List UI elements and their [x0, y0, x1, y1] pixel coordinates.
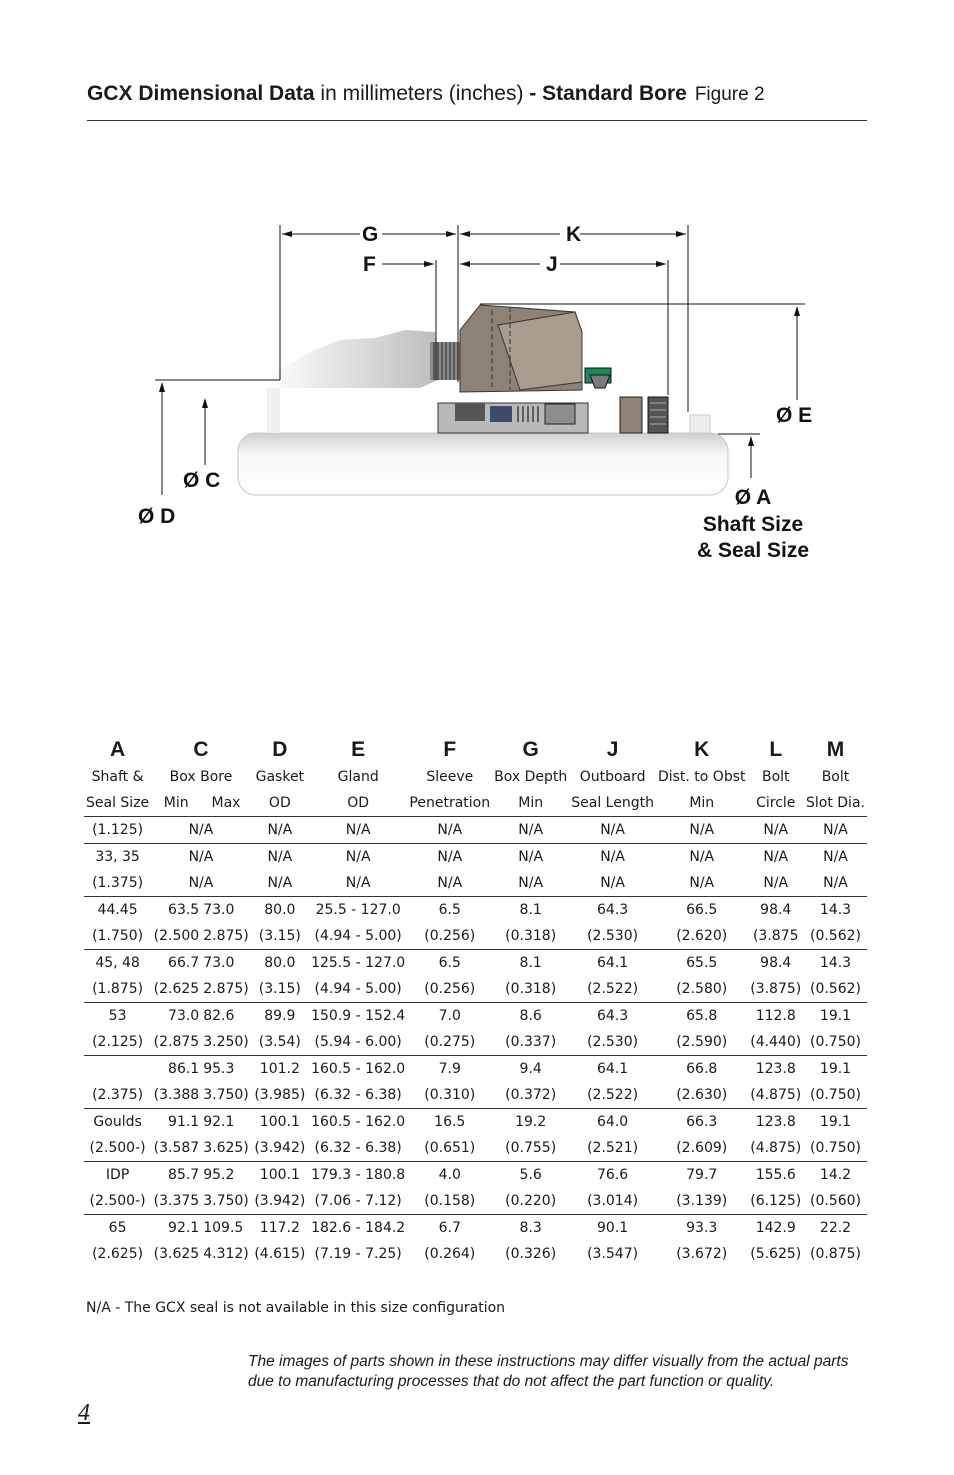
col-header: Box Bore [169, 769, 233, 785]
table-cell: 65 [84, 1214, 151, 1241]
table-cell: N/A [823, 874, 848, 891]
table-cell: (2.625) [92, 1245, 144, 1262]
table-cell: 8.1 [492, 949, 569, 976]
col-header: Min [492, 790, 569, 817]
table-cell: 90.1 [569, 1214, 656, 1241]
table-cell: (6.32 - 6.38) [314, 1139, 402, 1156]
table-cell: (3.672) [676, 1245, 728, 1262]
col-header: Outboard [579, 769, 646, 785]
table-cell: N/A [188, 874, 214, 891]
table-cell: N/A [804, 817, 867, 844]
col-header: Min [656, 790, 748, 817]
table-cell: 86.1 [151, 1055, 201, 1082]
table-cell: (0.318) [505, 980, 557, 997]
table-cell: 64.1 [569, 1055, 656, 1082]
table-cell: (6.125) [750, 1192, 802, 1209]
col-letter: E [351, 738, 366, 761]
table-cell: 3.250) [203, 1033, 249, 1050]
table-cell: 109.5 [201, 1214, 251, 1241]
column-header-row-1 [84, 764, 867, 790]
table-row [84, 1161, 867, 1188]
col-header: Min [151, 790, 201, 817]
table-cell: (3.014) [587, 1192, 639, 1209]
table-cell: (0.158) [424, 1192, 476, 1209]
table-cell: 93.3 [656, 1214, 748, 1241]
table-cell: 4.312) [203, 1245, 249, 1262]
outboard-plate [620, 397, 642, 433]
label-k: K [566, 223, 582, 246]
table-cell: N/A [656, 817, 748, 844]
table-cell: 3.750) [203, 1086, 249, 1103]
table-cell: (0.562) [809, 980, 861, 997]
table-cell: N/A [804, 843, 867, 870]
table-cell: (4.615) [254, 1245, 306, 1262]
col-header: Shaft & [91, 769, 144, 785]
table-cell: 76.6 [569, 1161, 656, 1188]
table-cell: (0.562) [809, 927, 861, 944]
col-header: Gland [337, 769, 379, 785]
table-cell: N/A [492, 817, 569, 844]
table-cell: 7.9 [407, 1055, 492, 1082]
table-cell: (2.609) [676, 1139, 728, 1156]
label-f: F [363, 253, 376, 276]
table-cell: (0.264) [424, 1245, 476, 1262]
table-cell: 95.2 [201, 1161, 251, 1188]
table-cell: 6.5 [407, 896, 492, 923]
col-letter: M [826, 738, 845, 761]
table-cell: (3.587 [153, 1139, 200, 1156]
table-cell: (4.875) [750, 1139, 802, 1156]
table-cell: 80.0 [251, 949, 309, 976]
col-header: Gasket [255, 769, 305, 785]
dimensional-data-table [84, 736, 867, 1267]
table-cell: (2.500-) [89, 1192, 146, 1209]
page-title [87, 82, 765, 106]
table-cell: (2.500-) [89, 1139, 146, 1156]
table-cell: 19.1 [804, 1055, 867, 1082]
table-cell: 91.1 [151, 1108, 201, 1135]
table-cell: (0.220) [505, 1192, 557, 1209]
table-cell: (0.310) [424, 1086, 476, 1103]
table-cell: 53 [84, 1002, 151, 1029]
table-cell: 25.5 - 127.0 [309, 896, 408, 923]
table-cell: (5.94 - 6.00) [314, 1033, 402, 1050]
column-header-row-2 [84, 790, 867, 817]
table-cell: 89.9 [251, 1002, 309, 1029]
label-d: Ø D [138, 505, 176, 528]
table-row [84, 817, 867, 844]
table-cell: 63.5 [151, 896, 201, 923]
col-header: OD [251, 790, 309, 817]
table-cell: (3.625 [153, 1245, 200, 1262]
table-cell: 14.3 [804, 949, 867, 976]
table-cell: (3.375 [153, 1192, 200, 1209]
table-cell: (2.500 [153, 927, 200, 944]
title-bold: GCX Dimensional Data [87, 82, 315, 105]
table-cell: 123.8 [748, 1055, 804, 1082]
title-bold-2: - Standard Bore [529, 82, 687, 105]
bolt-head [648, 397, 668, 433]
col-header: Sleeve [426, 769, 474, 785]
table-cell: (0.318) [505, 927, 557, 944]
table-cell: N/A [151, 817, 251, 844]
table-cell: (3.985) [254, 1086, 306, 1103]
page-header [87, 82, 867, 121]
table-cell: 73.0 [201, 896, 251, 923]
table-cell: 125.5 - 127.0 [309, 949, 408, 976]
table-cell: 8.6 [492, 1002, 569, 1029]
table-row [84, 1002, 867, 1029]
table-cell: 66.7 [151, 949, 201, 976]
table-cell: N/A [251, 817, 309, 844]
label-j: J [546, 253, 558, 276]
disclaimer-text: The images of parts shown in these instructions may differ visually from the actual parts due to manufacturing processes that do not affect the part function or quality. [248, 1353, 849, 1390]
table-cell: (2.521) [587, 1139, 639, 1156]
table-cell: N/A [656, 843, 748, 870]
table-cell: 160.5 - 162.0 [309, 1108, 408, 1135]
col-letter: K [694, 738, 710, 761]
stuffing-box [265, 330, 438, 388]
col-letter: L [769, 738, 783, 761]
table-cell: 155.6 [748, 1161, 804, 1188]
table-row [84, 870, 867, 897]
col-header: Box Depth [494, 769, 568, 785]
seal-cross-section-diagram [120, 200, 820, 580]
table-cell: 22.2 [804, 1214, 867, 1241]
table-cell: (1.125) [84, 817, 151, 844]
table-cell: 73.0 [201, 949, 251, 976]
col-header: Seal Length [569, 790, 656, 817]
table-cell: (3.388 [153, 1086, 200, 1103]
col-letter: C [193, 738, 209, 761]
table-cell: (3.942) [254, 1192, 306, 1209]
table-cell: 98.4 [748, 949, 804, 976]
table-cell: 92.1 [151, 1214, 201, 1241]
label-seal-size: & Seal Size [696, 539, 810, 562]
table-cell: 64.1 [569, 949, 656, 976]
table-cell: (2.522) [587, 1086, 639, 1103]
shaft [238, 433, 728, 495]
table-row [84, 976, 867, 1003]
table-cell: 19.2 [492, 1108, 569, 1135]
table-cell: 2.875) [203, 980, 249, 997]
table-cell: 3.625) [203, 1139, 249, 1156]
table-cell: 45, 48 [84, 949, 151, 976]
table-cell: (6.32 - 6.38) [314, 1086, 402, 1103]
table-cell: IDP [84, 1161, 151, 1188]
table-cell: N/A [518, 874, 544, 891]
table-row [84, 923, 867, 950]
table-cell: (0.750) [809, 1086, 861, 1103]
title-normal: in millimeters (inches) [314, 82, 530, 105]
table-cell: (0.875) [809, 1245, 861, 1262]
table-cell: 79.7 [656, 1161, 748, 1188]
table-cell: (5.625) [750, 1245, 802, 1262]
table-cell: 14.2 [804, 1161, 867, 1188]
table-cell: N/A [600, 874, 625, 891]
label-e: Ø E [776, 404, 813, 427]
table-cell: 160.5 - 162.0 [309, 1055, 408, 1082]
table-row [84, 896, 867, 923]
table-cell: (0.750) [809, 1033, 861, 1050]
col-header: OD [309, 790, 408, 817]
table-cell: Goulds [84, 1108, 151, 1135]
table-cell: 80.0 [251, 896, 309, 923]
col-letter: G [522, 738, 539, 761]
table-cell: (0.326) [505, 1245, 557, 1262]
table-cell: 100.1 [251, 1161, 309, 1188]
label-a: Ø A [734, 486, 772, 509]
table-cell: (2.590) [676, 1033, 728, 1050]
table-row [84, 1214, 867, 1241]
label-c: Ø C [183, 469, 221, 492]
table-cell: 98.4 [748, 896, 804, 923]
table-cell: 64.0 [569, 1108, 656, 1135]
col-header: Seal Size [84, 790, 151, 817]
col-header: Circle [748, 790, 804, 817]
table-cell: 2.875) [203, 927, 249, 944]
table-cell: (0.256) [424, 980, 476, 997]
table-cell: 82.6 [201, 1002, 251, 1029]
table-row [84, 1108, 867, 1135]
col-header: Bolt [761, 769, 790, 785]
table-cell: 4.0 [407, 1161, 492, 1188]
col-letter: D [272, 738, 288, 761]
box-wall [267, 388, 280, 433]
table-cell: 6.5 [407, 949, 492, 976]
label-g: G [362, 223, 379, 246]
table-cell: (4.875) [750, 1086, 802, 1103]
table-cell: (0.256) [424, 927, 476, 944]
table-cell: 123.8 [748, 1108, 804, 1135]
table-row [84, 949, 867, 976]
table-cell: N/A [345, 874, 371, 891]
table-row [84, 1029, 867, 1056]
table-cell: 5.6 [492, 1161, 569, 1188]
table-cell: 65.8 [656, 1002, 748, 1029]
table-body [84, 817, 867, 1268]
table-cell: N/A [763, 874, 789, 891]
table-cell: N/A [251, 843, 309, 870]
label-shaft-size: Shaft Size [702, 513, 804, 536]
table-cell: N/A [437, 874, 463, 891]
table-cell: (1.750) [92, 927, 144, 944]
table-cell: N/A [309, 817, 408, 844]
table-cell: N/A [151, 843, 251, 870]
table-cell: N/A [748, 817, 804, 844]
table-cell: N/A [309, 843, 408, 870]
table-cell: 66.5 [656, 896, 748, 923]
table-cell: (3.875) [750, 980, 802, 997]
col-header: Penetration [407, 790, 492, 817]
table-cell: (2.125) [92, 1033, 144, 1050]
table-cell: 8.3 [492, 1214, 569, 1241]
table-cell: 14.3 [804, 896, 867, 923]
page-number: 4 [78, 1400, 90, 1426]
table-cell: 9.4 [492, 1055, 569, 1082]
table-cell: 95.3 [201, 1055, 251, 1082]
col-header: Max [201, 790, 251, 817]
table-cell: (0.651) [424, 1139, 476, 1156]
table-row [84, 1055, 867, 1082]
table-row [84, 1082, 867, 1109]
table-cell: (3.15) [258, 980, 301, 997]
table-cell: (2.875 [153, 1033, 200, 1050]
table-cell: 3.750) [203, 1192, 249, 1209]
table-cell: (3.54) [258, 1033, 301, 1050]
table-cell: (0.560) [809, 1192, 861, 1209]
table-row [84, 1188, 867, 1215]
table-cell: N/A [569, 817, 656, 844]
table-cell: 182.6 - 184.2 [309, 1214, 408, 1241]
table-cell: (2.375) [92, 1086, 144, 1103]
table-cell: N/A [407, 817, 492, 844]
col-header: Bolt [821, 769, 850, 785]
table-cell: (3.139) [676, 1192, 728, 1209]
table-cell: N/A [492, 843, 569, 870]
table-cell: 64.3 [569, 1002, 656, 1029]
table-cell: 66.3 [656, 1108, 748, 1135]
table-cell: (2.625 [153, 980, 200, 997]
table-cell: 19.1 [804, 1108, 867, 1135]
table-cell: (0.372) [505, 1086, 557, 1103]
table-cell: (1.875) [92, 980, 144, 997]
table-cell: (2.522) [587, 980, 639, 997]
col-header: Dist. to Obst [657, 769, 746, 785]
table-row [84, 1241, 867, 1268]
table-cell: 112.8 [748, 1002, 804, 1029]
table-cell: 101.2 [251, 1055, 309, 1082]
table-cell: (7.06 - 7.12) [314, 1192, 402, 1209]
table-cell: 85.7 [151, 1161, 201, 1188]
table-row [84, 843, 867, 870]
table-cell: 19.1 [804, 1002, 867, 1029]
table-cell: (3.942) [254, 1139, 306, 1156]
table-cell: (3.15) [258, 927, 301, 944]
table-cell: (4.94 - 5.00) [314, 927, 402, 944]
table-cell: (2.580) [676, 980, 728, 997]
table-cell: 150.9 - 152.4 [309, 1002, 408, 1029]
table-cell: 142.9 [748, 1214, 804, 1241]
table-cell: (2.530) [587, 1033, 639, 1050]
table-cell: 8.1 [492, 896, 569, 923]
table-cell: N/A [748, 843, 804, 870]
col-letter: J [606, 738, 619, 761]
table-cell: 117.2 [251, 1214, 309, 1241]
table-cell: 66.8 [656, 1055, 748, 1082]
table-cell: (4.440) [750, 1033, 802, 1050]
table-cell: (2.630) [676, 1086, 728, 1103]
table-cell: (3.875 [752, 927, 799, 944]
figure-label: Figure 2 [694, 84, 765, 105]
table-cell: (0.750) [809, 1139, 861, 1156]
table-cell: (0.755) [505, 1139, 557, 1156]
table-cell: 16.5 [407, 1108, 492, 1135]
table-cell: 73.0 [151, 1002, 201, 1029]
table-cell [84, 1055, 151, 1082]
table-cell: 179.3 - 180.8 [309, 1161, 408, 1188]
column-letters-row [84, 736, 867, 764]
table-cell: N/A [267, 874, 293, 891]
table-cell: 33, 35 [84, 843, 151, 870]
na-footnote: N/A - The GCX seal is not available in this size configuration [86, 1300, 506, 1316]
col-header: Slot Dia. [804, 790, 867, 817]
table-cell: 44.45 [84, 896, 151, 923]
table-cell: (0.337) [505, 1033, 557, 1050]
table-cell: 7.0 [407, 1002, 492, 1029]
table-cell: N/A [407, 843, 492, 870]
table-cell: (1.375) [92, 874, 144, 891]
table-cell: N/A [569, 843, 656, 870]
table-row [84, 1135, 867, 1162]
table-cell: (0.275) [424, 1033, 476, 1050]
table-cell: N/A [689, 874, 715, 891]
table-cell: 100.1 [251, 1108, 309, 1135]
col-letter: F [443, 738, 457, 761]
table-cell: (4.94 - 5.00) [314, 980, 402, 997]
table-cell: (7.19 - 7.25) [314, 1245, 402, 1262]
table-cell: (3.547) [587, 1245, 639, 1262]
table-cell: 64.3 [569, 896, 656, 923]
table-cell: 65.5 [656, 949, 748, 976]
table-cell: (2.530) [587, 927, 639, 944]
table-cell: 6.7 [407, 1214, 492, 1241]
table-cell: 92.1 [201, 1108, 251, 1135]
table-cell: (2.620) [676, 927, 728, 944]
col-letter: A [110, 738, 126, 761]
